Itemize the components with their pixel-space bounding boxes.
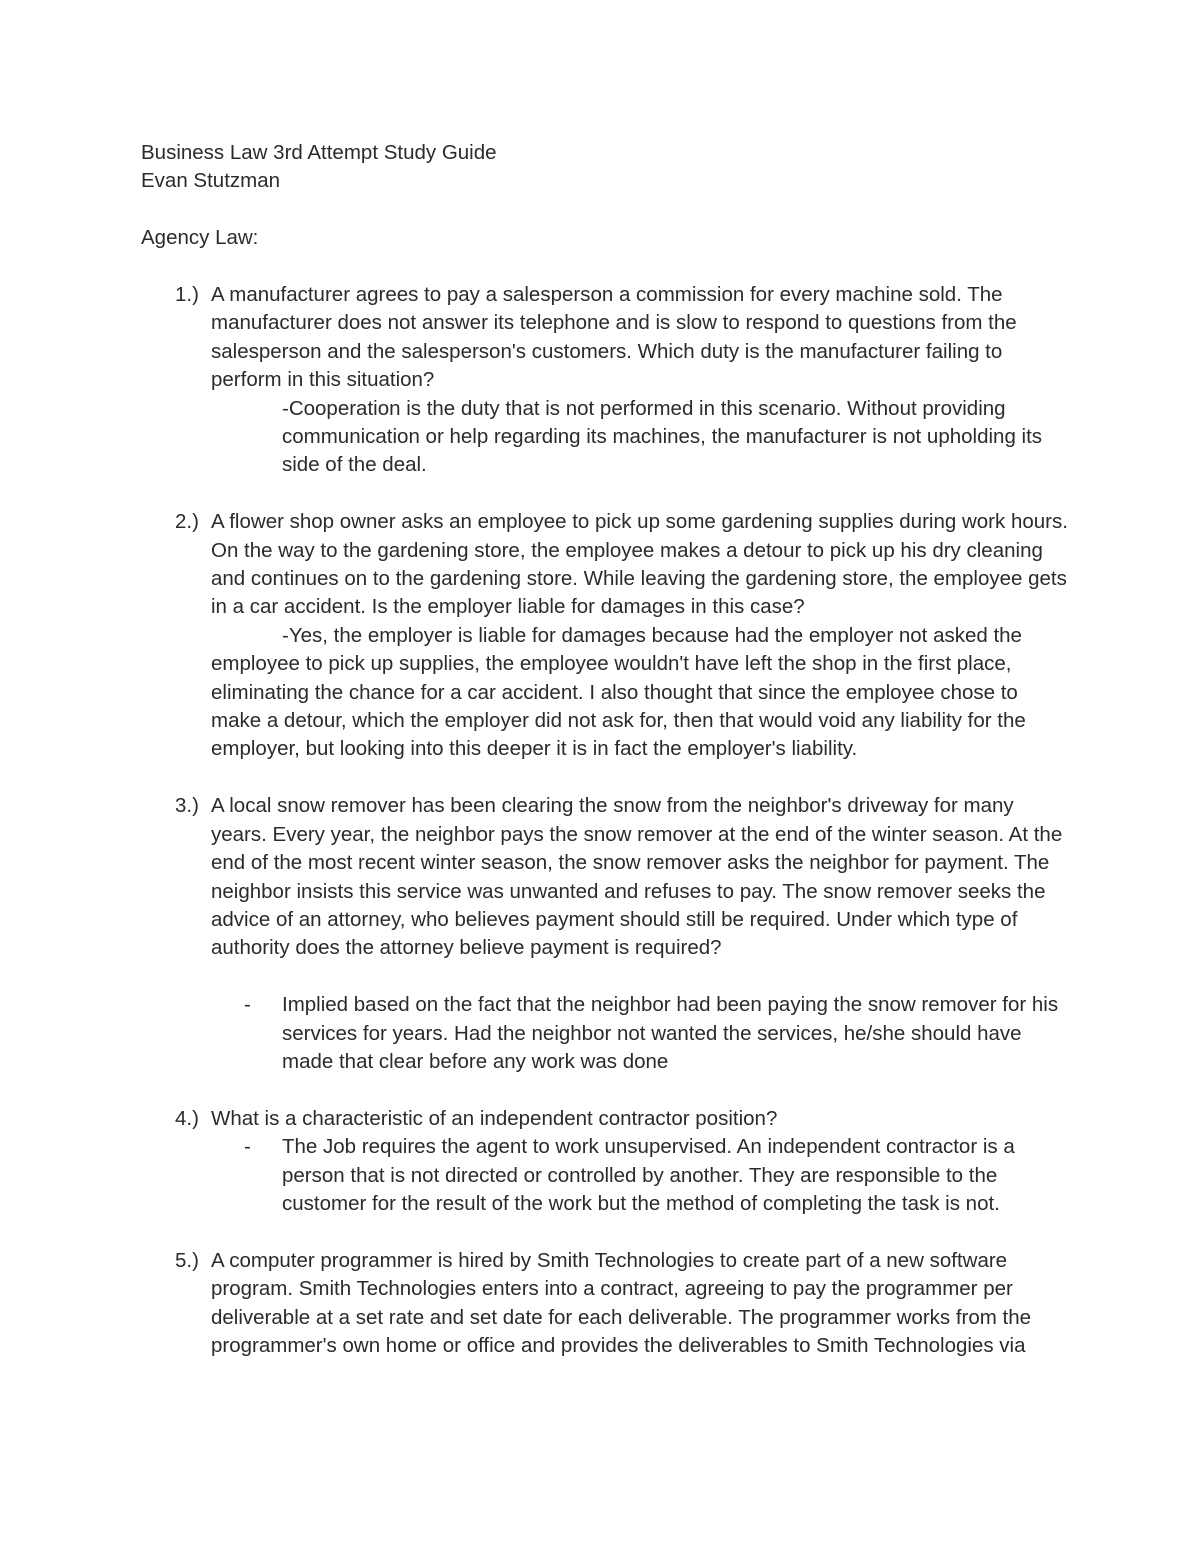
question-text: A computer programmer is hired by Smith Technologies to create part of a new software program. Smith Technologies enters into a contract, agreeing to pay the programmer per deliverable at a set rate and set date for each deliverable. The programmer works from the programmer's own home or office and provides the deliverables to Smith Technologies via (211, 1248, 1032, 1357)
bullet-dash: - (244, 1135, 251, 1159)
question-2 (141, 508, 1071, 764)
question-number: 3.) (175, 794, 199, 818)
question-number: 5.) (175, 1248, 199, 1272)
answer-item (211, 991, 1071, 1076)
document-author: Evan Stutzman (141, 169, 281, 193)
document-page (141, 139, 1071, 1360)
question-text: A local snow remover has been clearing the snow from the neighbor's driveway for many years. Every year, the neighbor pays the snow remover at the end of the winter season. At the end of the most recent winter season, the snow remover asks the neighbor for payment. The neighbor insists this service was unwanted and refuses to pay. The snow remover seeks the advice of an attorney, who believes payment should still be required. Under which type of authority does the attorney believe payment is required? (211, 794, 1063, 960)
question-3 (141, 792, 1071, 1076)
answer-text: Implied based on the fact that the neighbor had been paying the snow remover for his services for years. Had the neighbor not wanted the services, he/she should have made that clear before any work was done (282, 993, 1059, 1073)
bullet-dash: - (244, 993, 251, 1017)
question-number: 2.) (175, 510, 199, 534)
answer-text: The Job requires the agent to work unsupervised. An independent contractor is a person that is not directed or controlled by another. They are responsible to the customer for the result of the work but the method of completing the task is not. (282, 1135, 1015, 1215)
question-number: 4.) (175, 1106, 199, 1130)
section-heading: Agency Law: (141, 226, 259, 250)
question-number: 1.) (175, 283, 199, 306)
answer-text: -Cooperation is the duty that is not performed in this scenario. Without providing communication or help regarding its machines, the manufacturer is not upholding its side of the deal. (282, 396, 1043, 477)
document-title: Business Law 3rd Attempt Study Guide (141, 141, 497, 164)
answer-text: -Yes, the employer is liable for damages because had the employer not asked the employee to pick up supplies, the employee wouldn't have left the shop in the first place, eliminating the chance for a car accident. I also thought that since the employee chose to make a detour, which the employer did not ask for, then that would void any liability for the employer, but looking into this deeper it is in fact the employer's liability. (211, 623, 1026, 761)
question-text: A flower shop owner asks an employee to pick up some gardening supplies during work hours. On the way to the gardening store, the employee makes a detour to pick up his dry cleaning and continues on to the gardening store. While leaving the gardening store, the employee gets in a car accident. Is the employer liable for damages in this case? (211, 510, 1068, 619)
question-4 (141, 1105, 1071, 1219)
question-text: A manufacturer agrees to pay a salesperson a commission for every machine sold. The manufacturer does not answer its telephone and is slow to respond to questions from the salesperson and the salesperson's customers. Which duty is the manufacturer failing to perform in this situation? (211, 283, 1017, 392)
question-5 (141, 1247, 1071, 1361)
question-text: What is a characteristic of an independent contractor position? (211, 1106, 778, 1130)
answer-item (211, 1133, 1071, 1218)
question-1 (141, 281, 1071, 480)
